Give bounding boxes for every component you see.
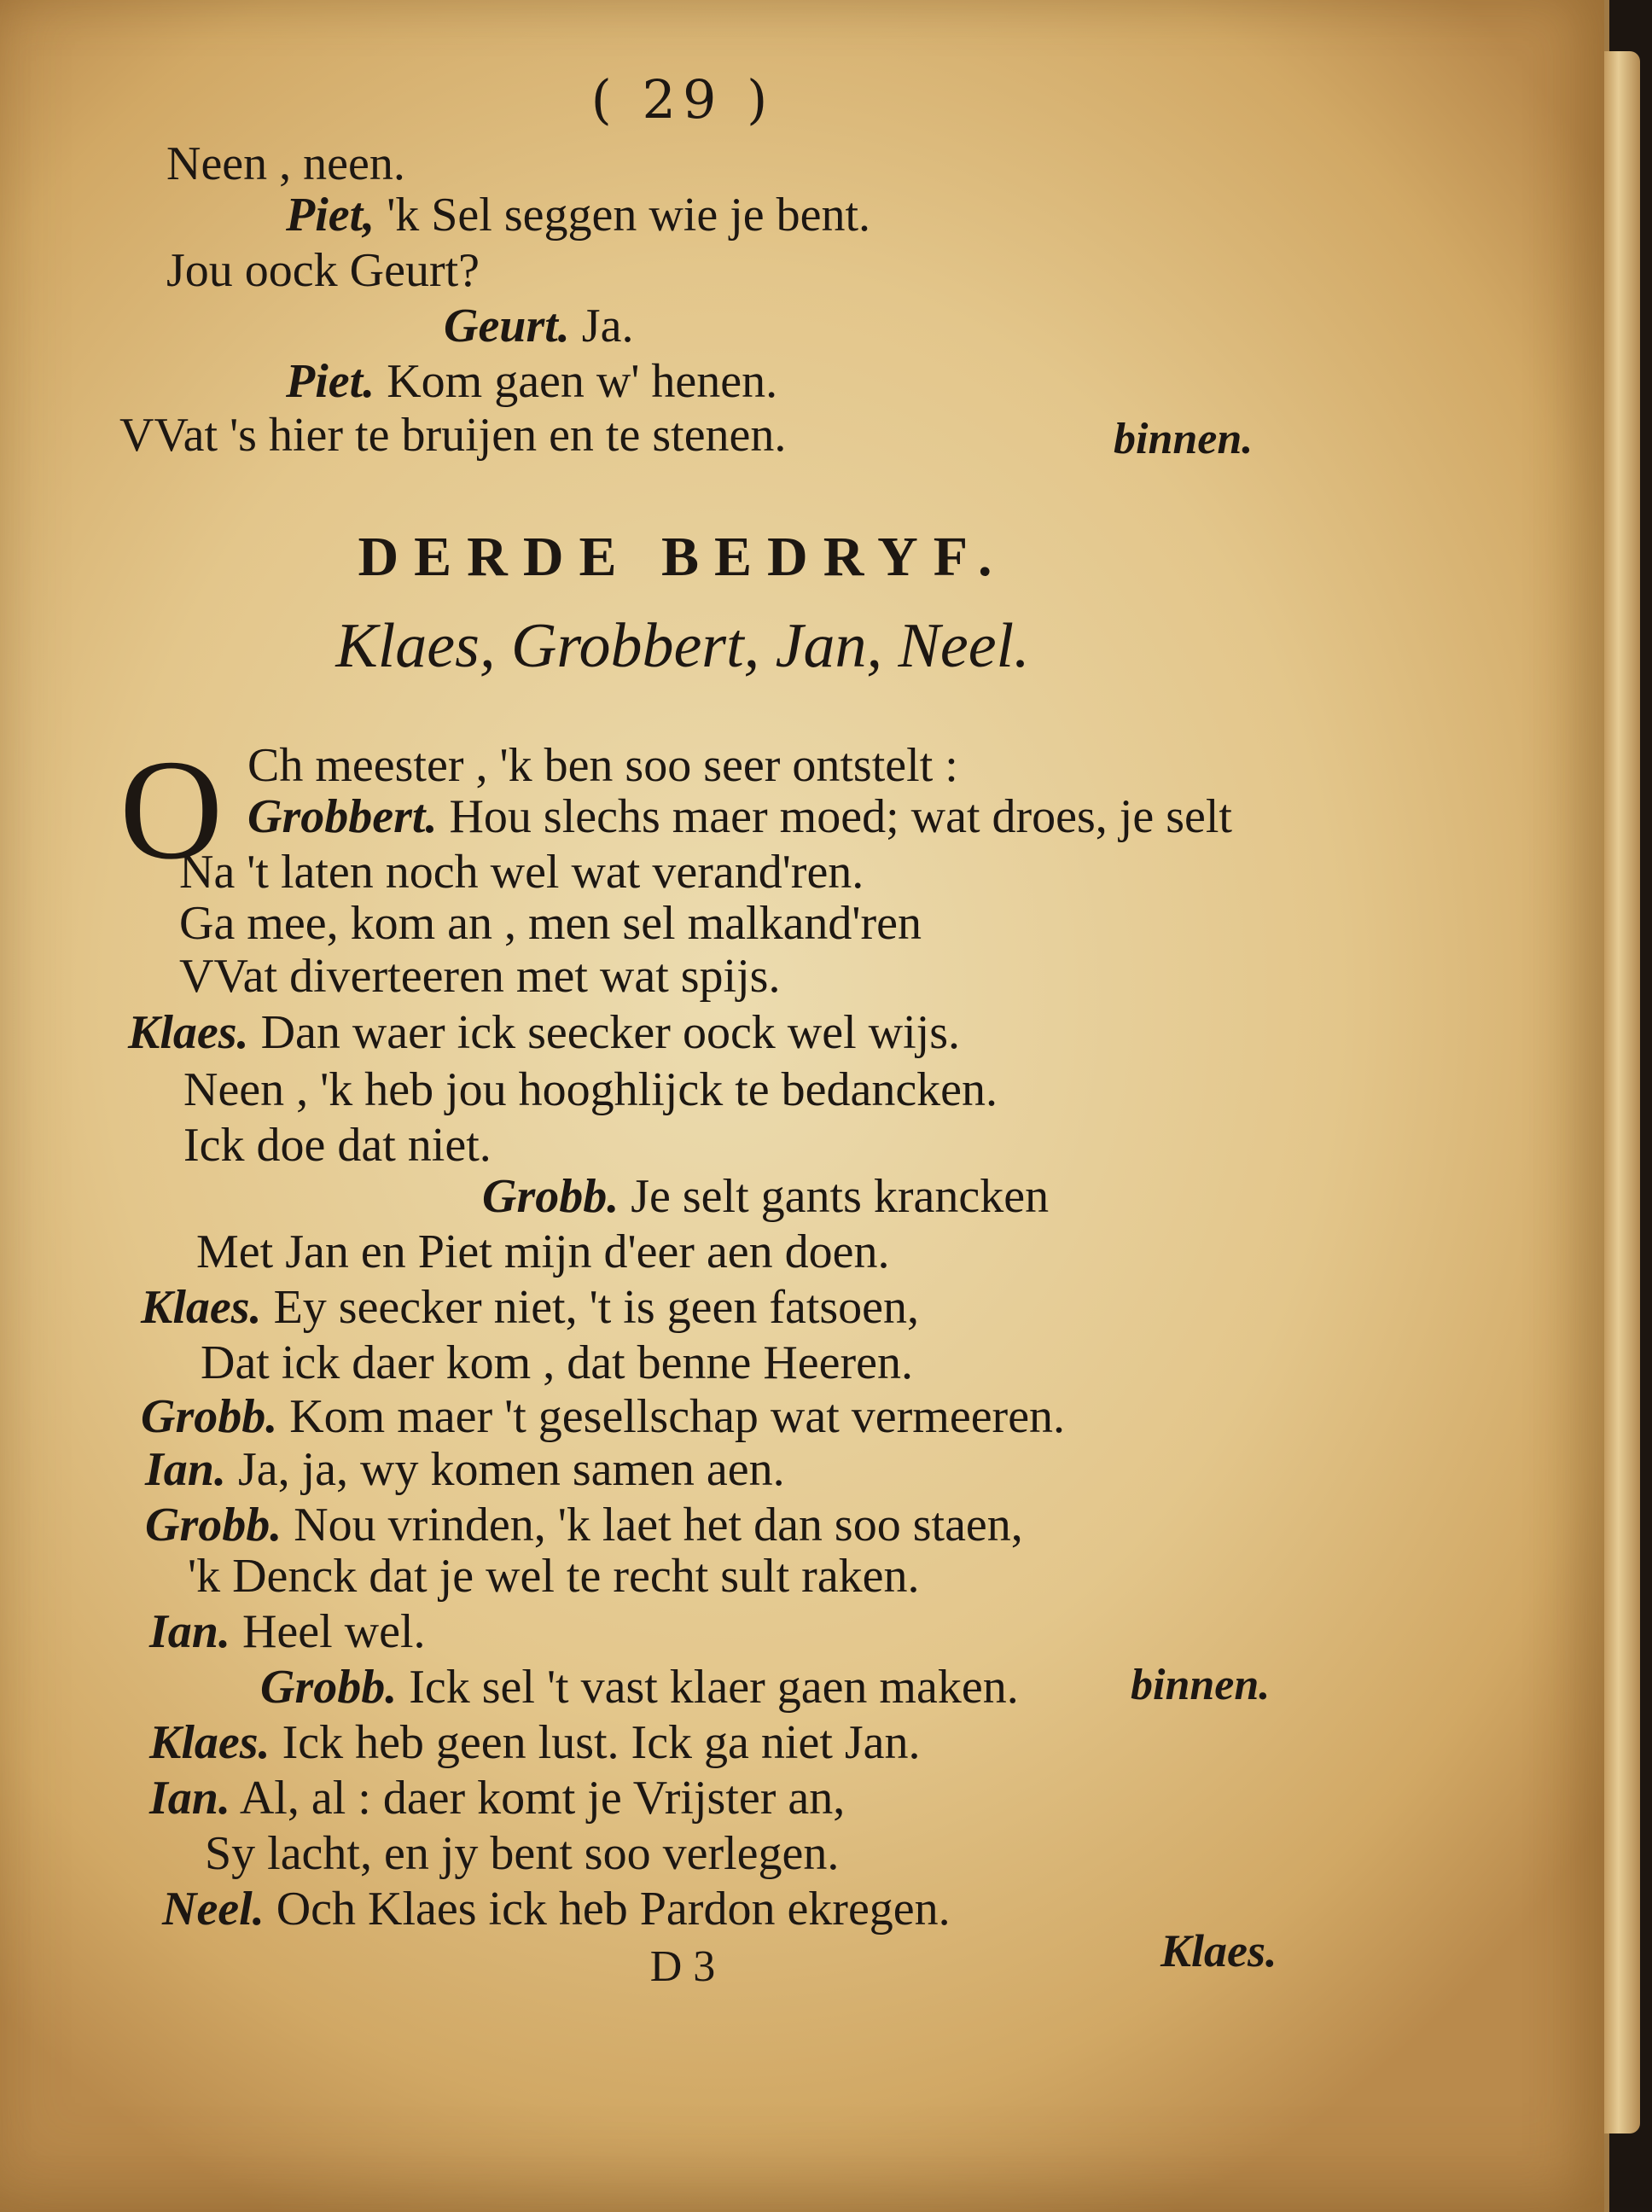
verse-text: Na 't laten noch wel wat verand'ren. <box>179 846 864 899</box>
verse-text: Dat ick daer kom , dat benne Heeren. <box>201 1336 913 1389</box>
speaker-name: Ian. <box>149 1772 230 1825</box>
verse-text: Ick sel 't vast klaer gaen maken. <box>397 1661 1019 1714</box>
verse-line <box>188 1549 920 1604</box>
verse-line <box>482 1169 1049 1224</box>
verse-line <box>183 1062 998 1117</box>
verse-line <box>166 137 405 191</box>
verse-text: Sy lacht, en jy bent soo verlegen. <box>205 1827 840 1880</box>
verse-line <box>444 299 633 353</box>
verse-line <box>149 1604 426 1659</box>
speaker-name: Grobb. <box>260 1661 398 1714</box>
speaker-name: Grobb. <box>141 1390 278 1443</box>
speaker-name: Piet. <box>286 355 375 408</box>
verse-text: VVat diverteeren met wat spijs. <box>179 950 781 1003</box>
verse-text: VVat 's hier te bruijen en te stenen. <box>119 409 787 462</box>
verse-text: Je selt gants krancken <box>619 1170 1050 1223</box>
verse-line <box>196 1225 890 1279</box>
verse-text: Met Jan en Piet mijn d'eer aen doen. <box>196 1225 890 1278</box>
verse-text: Ch meester , 'k ben soo seer ontstelt : <box>247 739 958 792</box>
verse-line <box>128 1005 960 1060</box>
speaker-name: Klaes. <box>149 1716 270 1769</box>
verse-line <box>179 845 864 899</box>
verse-line <box>205 1826 839 1881</box>
verse-text: Jou oock Geurt? <box>166 244 480 297</box>
verse-text: Hou slechs maer moed; wat droes, je selt <box>437 790 1232 843</box>
verse-text: Ick heb geen lust. Ick ga niet Jan. <box>270 1716 921 1769</box>
speaker-name: Ian. <box>149 1605 230 1658</box>
verse-text: 'k Sel seggen wie je bent. <box>375 189 871 242</box>
signature-mark: D 3 <box>649 1942 716 1991</box>
verse-line <box>145 1498 1023 1552</box>
verse-text: Ga mee, kom an , men sel malkand'ren <box>179 897 922 950</box>
verse-line <box>179 949 780 1004</box>
verse-text: 'k Denck dat je wel te recht sult raken. <box>188 1550 920 1603</box>
verse-text: Ick doe dat niet. <box>183 1119 492 1172</box>
verse-text: Ja. <box>569 300 634 352</box>
speaker-name: Piet, <box>286 189 375 242</box>
verse-line <box>201 1336 913 1390</box>
verse-text: Ey seecker niet, 't is geen fatsoen, <box>261 1281 920 1334</box>
speaker-name: Klaes. <box>128 1006 249 1059</box>
speaker-name: Neel. <box>162 1883 265 1936</box>
speaker-name: Geurt. <box>444 300 570 352</box>
speaker-name: Grobb. <box>482 1170 620 1223</box>
catchword: Klaes. <box>1160 1925 1277 1976</box>
verse-text: Dan waer ick seecker oock wel wijs. <box>248 1006 960 1059</box>
cast-list: Klaes, Grobbert, Jan, Neel. <box>335 611 1030 681</box>
verse-line <box>247 738 958 793</box>
verse-line <box>149 1771 845 1825</box>
verse-text: Ja, ja, wy komen samen aen. <box>225 1443 785 1496</box>
verse-line <box>286 188 870 242</box>
drop-cap: O <box>119 731 224 889</box>
page-edge <box>1604 51 1640 2133</box>
verse-text: Neen , neen. <box>166 137 405 190</box>
page-number: ( 29 ) <box>590 68 775 131</box>
verse-line <box>145 1442 785 1497</box>
verse-text: Nou vrinden, 'k laet het dan soo staen, <box>282 1499 1023 1551</box>
verse-line <box>119 408 786 463</box>
verse-text: Al, al : daer komt je Vrijster an, <box>230 1772 846 1825</box>
verse-line <box>166 243 480 298</box>
speaker-name: Klaes. <box>141 1281 262 1334</box>
verse-line <box>286 354 777 409</box>
verse-line <box>247 789 1232 844</box>
verse-line <box>162 1882 951 1936</box>
verse-text: Neen , 'k heb jou hooghlijck te bedancken. <box>183 1063 998 1116</box>
verse-text: Och Klaes ick heb Pardon ekregen. <box>264 1883 951 1936</box>
stage-direction: binnen. <box>1114 415 1254 463</box>
verse-text: Heel wel. <box>230 1605 426 1658</box>
verse-line <box>183 1118 492 1173</box>
verse-text: Kom gaen w' henen. <box>375 355 778 408</box>
speaker-name: Grobb. <box>145 1499 282 1551</box>
verse-line <box>141 1389 1065 1444</box>
act-heading: DERDE BEDRYF. <box>358 526 1008 588</box>
verse-line <box>260 1660 1019 1714</box>
verse-line <box>179 896 922 951</box>
stage-direction: binnen. <box>1131 1661 1271 1709</box>
verse-text: Kom maer 't gesellschap wat vermeeren. <box>277 1390 1066 1443</box>
speaker-name: Grobbert. <box>247 790 438 843</box>
speaker-name: Ian. <box>145 1443 226 1496</box>
verse-line <box>141 1280 919 1335</box>
verse-line <box>149 1715 921 1770</box>
